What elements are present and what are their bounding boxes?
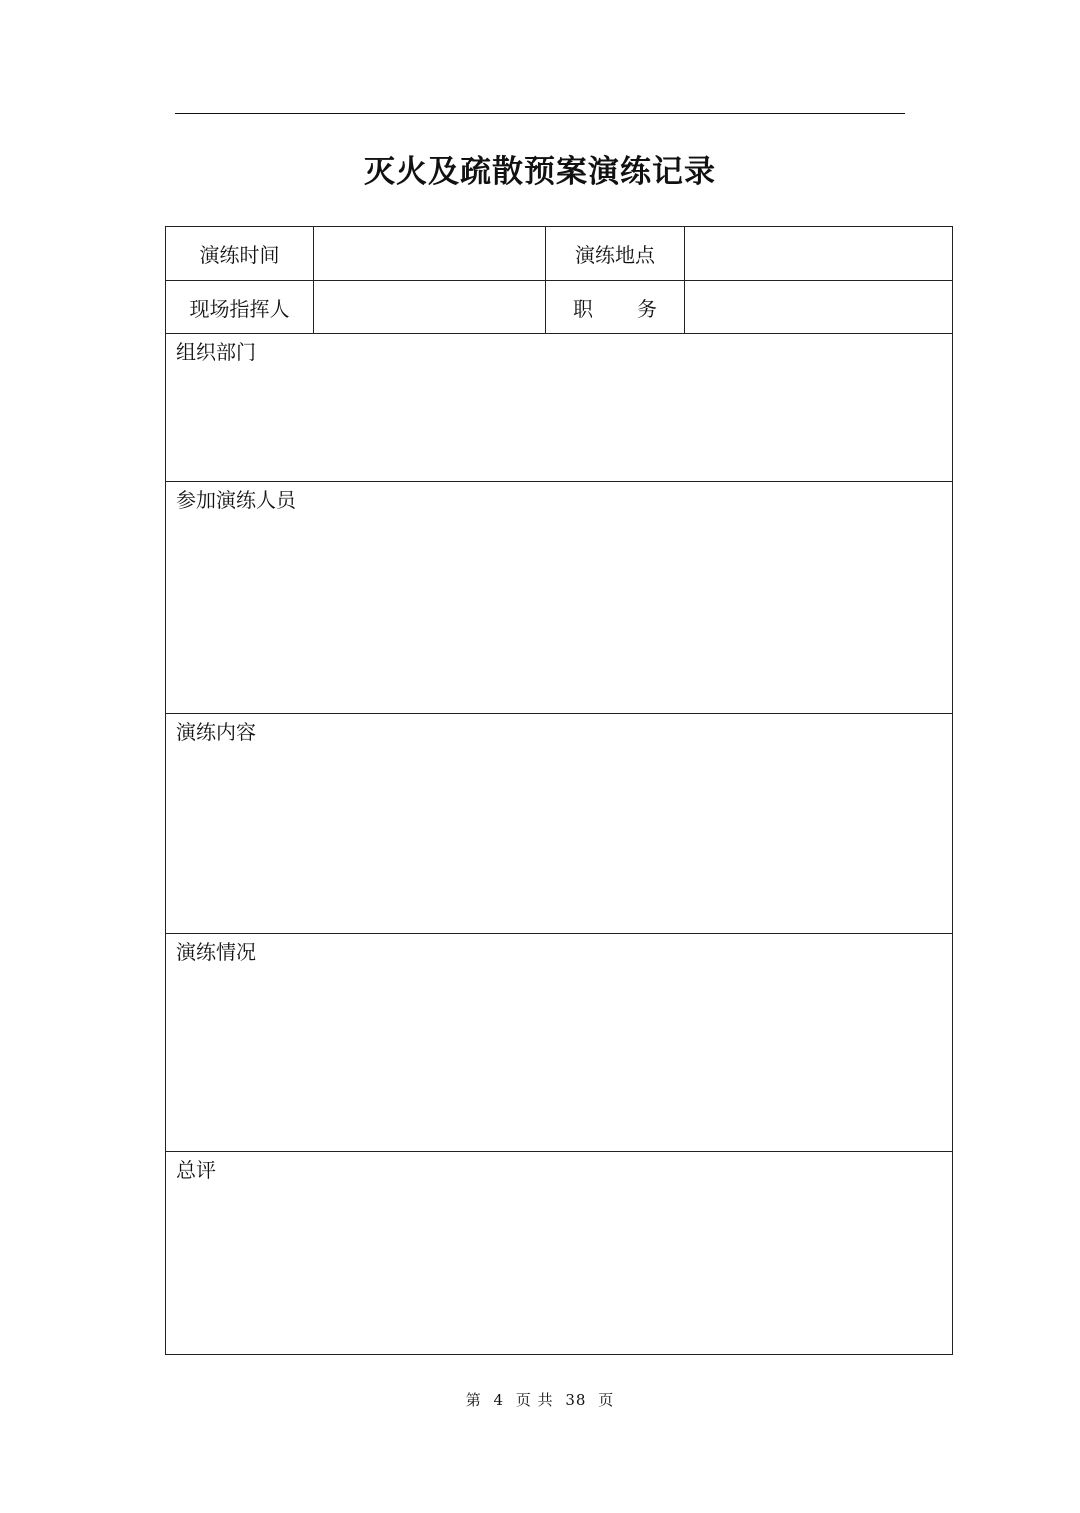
drill-place-field[interactable] bbox=[685, 227, 953, 281]
drill-content-label: 演练内容 bbox=[176, 720, 256, 744]
footer-middle: 页 共 bbox=[515, 1391, 554, 1409]
position-label: 职务 bbox=[573, 296, 657, 321]
table-row bbox=[166, 334, 953, 482]
drill-situation-label: 演练情况 bbox=[176, 940, 256, 964]
org-department-label: 组织部门 bbox=[176, 340, 256, 364]
table-row bbox=[166, 281, 953, 334]
drill-content-field[interactable] bbox=[166, 714, 953, 934]
commander-label: 现场指挥人 bbox=[166, 281, 314, 334]
table-row bbox=[166, 227, 953, 281]
position-label-cell bbox=[546, 281, 685, 334]
total-page-count: 38 bbox=[565, 1391, 587, 1409]
table-row bbox=[166, 1152, 953, 1355]
document-title: 灭火及疏散预案演练记录 bbox=[364, 154, 716, 190]
drill-record-table bbox=[165, 226, 953, 1355]
footer-suffix: 页 bbox=[598, 1391, 615, 1409]
drill-time-field[interactable] bbox=[314, 227, 546, 281]
header-rule bbox=[175, 113, 905, 114]
participants-field[interactable] bbox=[166, 482, 953, 714]
position-field[interactable] bbox=[685, 281, 953, 334]
table-row bbox=[166, 934, 953, 1152]
overall-review-field[interactable] bbox=[166, 1152, 953, 1355]
org-department-field[interactable] bbox=[166, 334, 953, 482]
drill-situation-field[interactable] bbox=[166, 934, 953, 1152]
current-page-number: 4 bbox=[493, 1391, 505, 1409]
footer-prefix: 第 bbox=[465, 1391, 482, 1409]
participants-label: 参加演练人员 bbox=[176, 488, 296, 512]
overall-review-label: 总评 bbox=[176, 1158, 216, 1182]
drill-place-label: 演练地点 bbox=[546, 227, 685, 281]
page-footer bbox=[0, 1389, 1080, 1410]
commander-field[interactable] bbox=[314, 281, 546, 334]
drill-time-label: 演练时间 bbox=[166, 227, 314, 281]
table-row bbox=[166, 482, 953, 714]
table-row bbox=[166, 714, 953, 934]
